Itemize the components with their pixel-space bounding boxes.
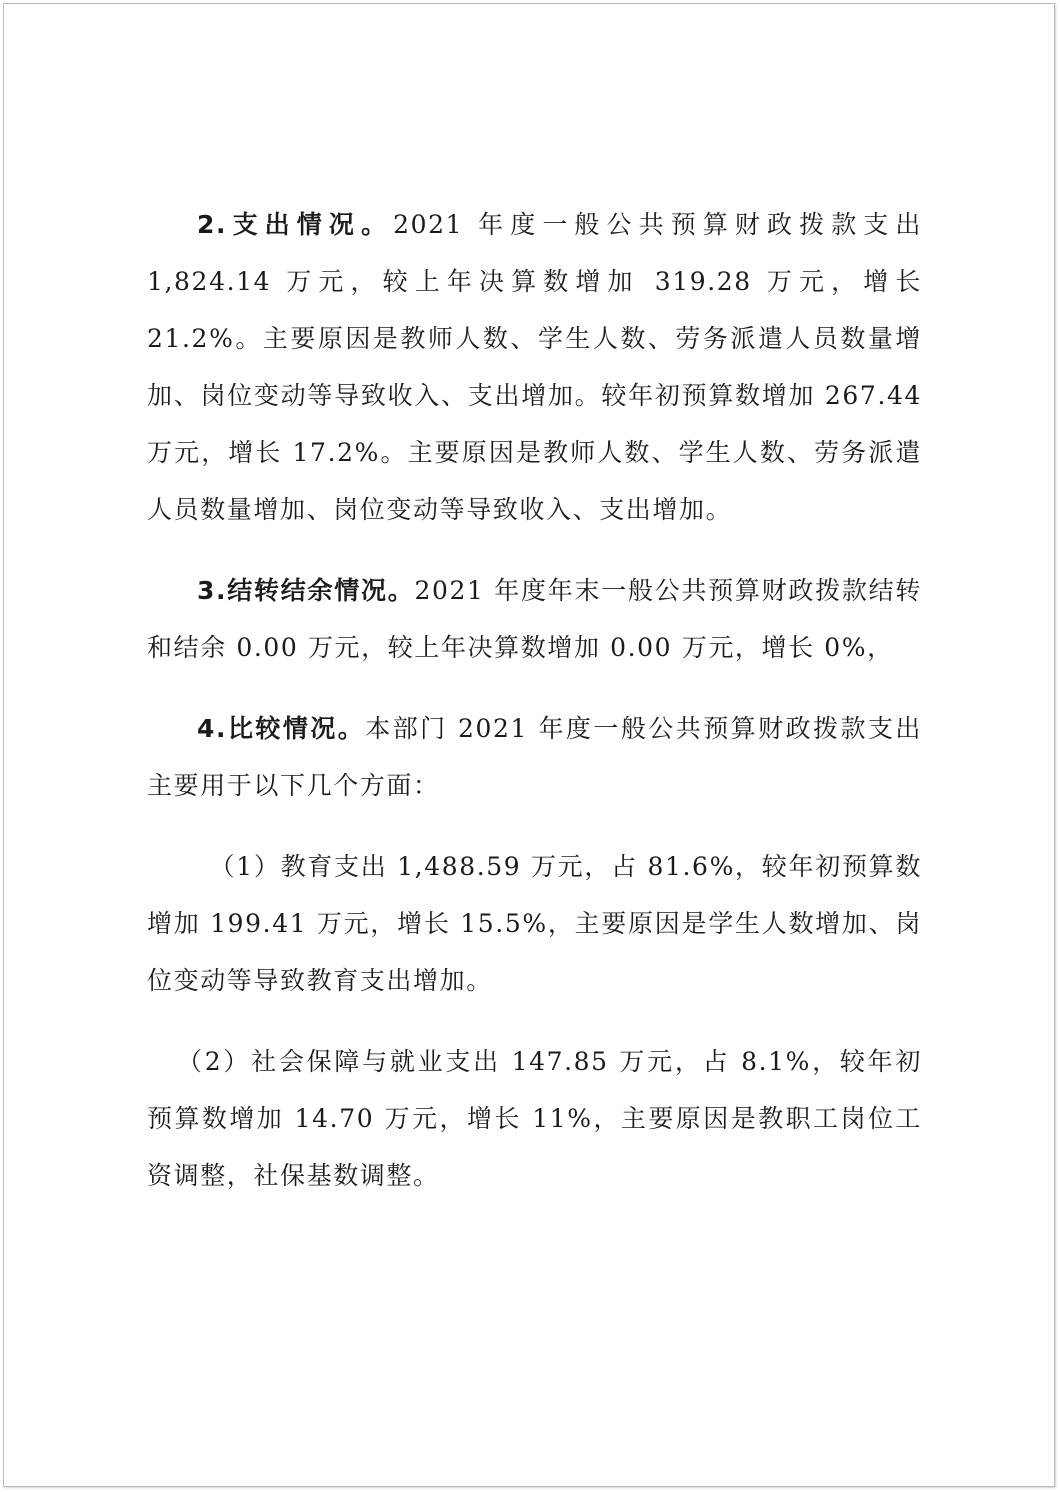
text-education-expenditure: （1）教育支出 1,488.59 万元，占 81.6%，较年初预算数增加 199.41 万元，增长 15.5%，主要原因是学生人数增加、岗位变动等导致教育支出增加。 <box>147 852 922 995</box>
text-social-security-expenditure: （2）社会保障与就业支出 147.85 万元，占 8.1%，较年初预算数增加 14.70 万元，增长 11%，主要原因是教职工岗位工资调整，社保基数调整。 <box>147 1047 922 1190</box>
heading-carryover: 3.结转结余情况。 <box>197 576 415 605</box>
text-comparison: 本部门 2021 年度一般公共预算财政拨款支出主要用于以下几个方面： <box>147 714 923 800</box>
heading-comparison: 4.比较情况。 <box>197 714 366 743</box>
paragraph-expenditure <box>147 196 922 538</box>
text-carryover: 2021 年度年末一般公共预算财政拨款结转和结余 0.00 万元，较上年决算数增加 0.00 万元，增长 0%， <box>147 576 923 662</box>
heading-expenditure: 2.支出情况。 <box>197 210 394 239</box>
paragraph-social-security-expenditure <box>147 1033 922 1204</box>
text-expenditure: 2021 年度一般公共预算财政拨款支出 1,824.14 万元，较上年决算数增加 319.28 万元，增长 21.2%。主要原因是教师人数、学生人数、劳务派遣人员数量增加、岗位变动等导致收入、支出增加。较年初预算数增加 267.44 万元，增长 17.2%。主要原因是教师人数、学生人数、劳务派遣人员数量增加、岗位变动等导致收入、支出增加。 <box>147 210 922 524</box>
paragraph-education-expenditure <box>147 838 922 1009</box>
document-page <box>3 3 1055 1487</box>
document-body <box>147 196 922 1204</box>
paragraph-comparison <box>147 700 922 814</box>
paragraph-carryover <box>147 562 922 676</box>
